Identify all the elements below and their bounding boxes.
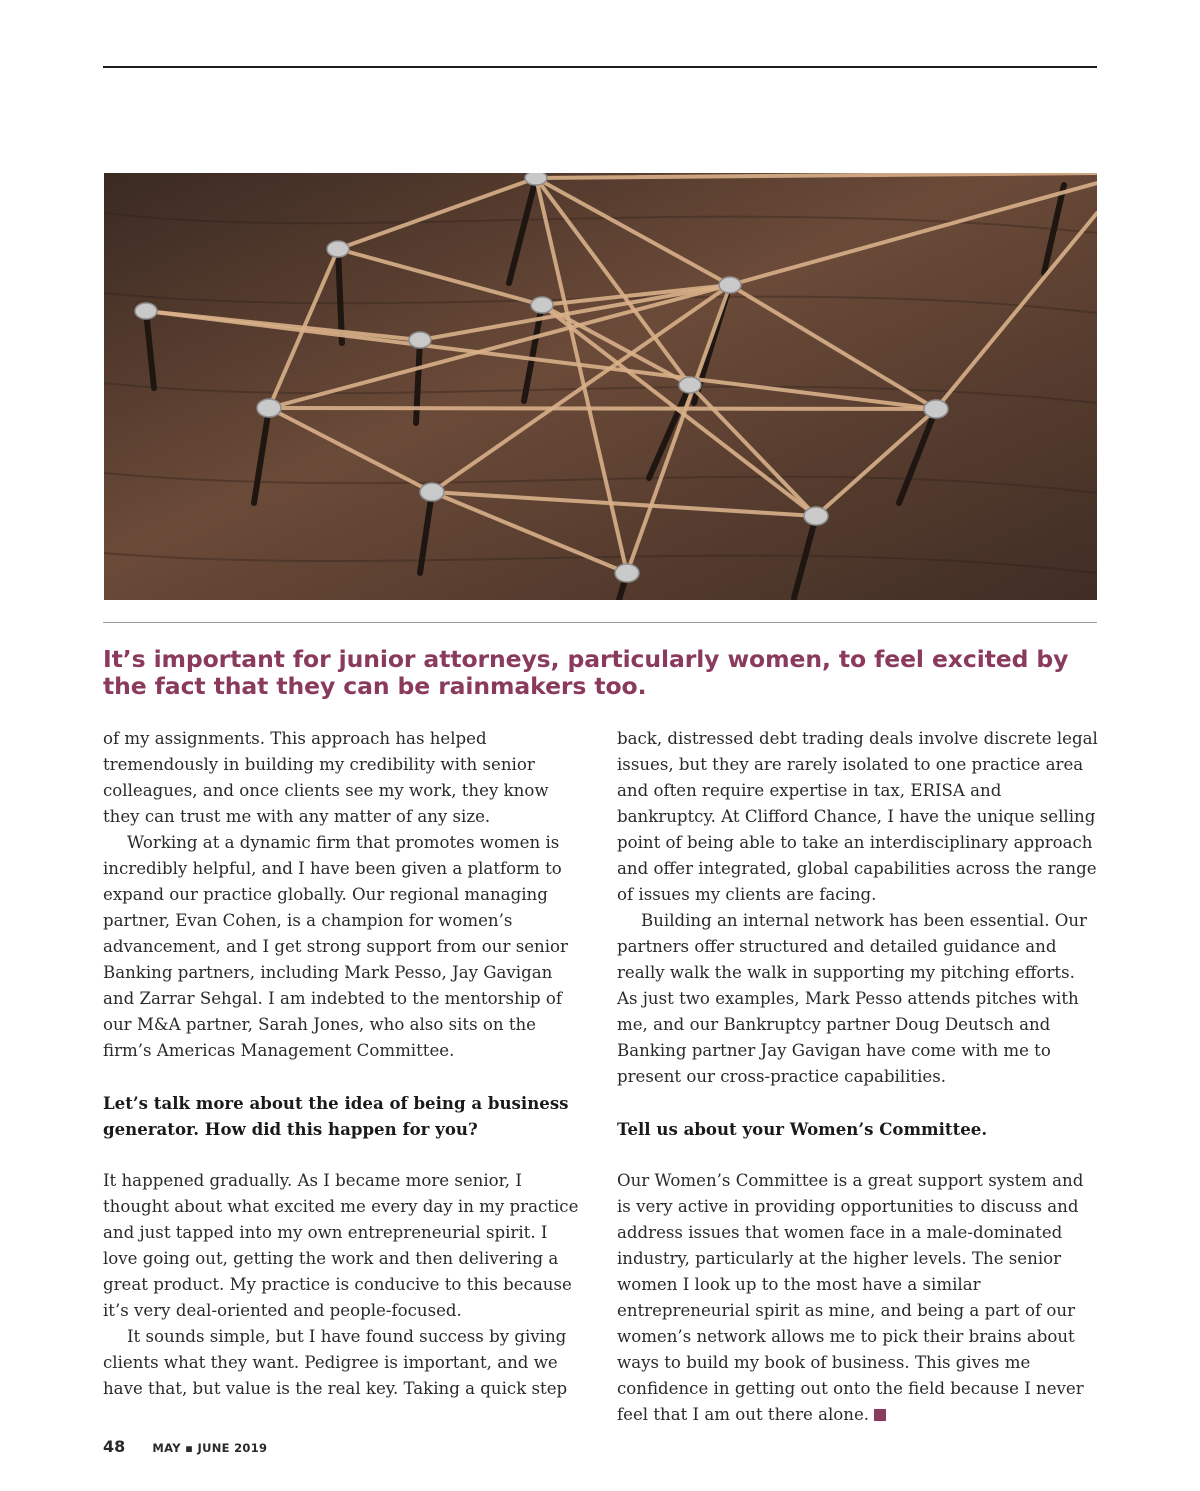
page-footer bbox=[103, 1437, 267, 1456]
body-paragraph: It happened gradually. As I became more senior, I thought about what excited me every day in my practice and just tapped into my own entrepreneurial spirit. I love going out, getting the work and then delivering a great product. My practice is conducive to this because it’s very deal-oriented and people-focused. bbox=[103, 1171, 579, 1320]
interview-question: Let’s talk more about the idea of being a business generator. How did this happen for you? bbox=[103, 1093, 569, 1139]
right-column bbox=[617, 726, 1099, 1428]
body-paragraph: Building an internal network has been essential. Our partners offer structured and detailed guidance and really walk the walk in supporting my pitching efforts. As just two examples, Mark Pesso attends pitches with me, and our Bankruptcy partner Doug Deutsch and Banking partner Jay Gavigan have come with me to present our cross-practice capabilities. bbox=[617, 911, 1087, 1086]
body-paragraph: It sounds simple, but I have found success by giving clients what they want. Pedigree is important, and we have that, but value is the real key. Taking a quick step bbox=[103, 1327, 568, 1398]
body-paragraph: Working at a dynamic firm that promotes women is incredibly helpful, and I have been given a platform to expand our practice globally. Our regional managing partner, Evan Cohen, is a champion for women’s advancement, and I get strong support from our senior Banking partners, including Mark Pesso, Jay Gavigan and Zarrar Sehgal. I am indebted to the mentorship of our M&A partner, Sarah Jones, who also sits on the firm’s Americas Management Committee. bbox=[103, 833, 568, 1060]
closing-paragraph-text: Our Women’s Committee is a great support system and is very active in providing opportunities to discuss and address issues that women face in a male-dominated industry, particularly at the higher levels. The senior women I look up to the most have a similar entrepreneurial spirit as mine, and being a part of our women’s network allows me to pick their brains about ways to build my book of business. This gives me confidence in getting out onto the field because I never feel that I am out there alone. bbox=[617, 1171, 1084, 1424]
left-column bbox=[103, 726, 585, 1402]
interview-question: Tell us about your Women’s Committee. bbox=[617, 1119, 988, 1139]
page-number: 48 bbox=[103, 1437, 126, 1456]
pull-quote: It’s important for junior attorneys, particularly women, to feel excited by the fact that they can be rainmakers too. bbox=[103, 645, 1069, 700]
body-paragraph: of my assignments. This approach has helped tremendously in building my credibility with senior colleagues, and once clients see my work, they know they can trust me with any matter of any size. bbox=[103, 729, 549, 826]
end-of-article-mark bbox=[874, 1409, 886, 1421]
body-paragraph bbox=[617, 1168, 1099, 1428]
string-network-illustration bbox=[104, 173, 1097, 600]
string-network-photo bbox=[104, 173, 1097, 600]
section-divider bbox=[103, 622, 1097, 623]
top-rule bbox=[103, 66, 1097, 68]
body-paragraph: back, distressed debt trading deals involve discrete legal issues, but they are rarely isolated to one practice area and often require expertise in tax, ERISA and bankruptcy. At Clifford Chance, I have the unique selling point of being able to take an interdisciplinary approach and offer integrated, global capabilities across the range of issues my clients are facing. bbox=[617, 729, 1098, 904]
issue-date: MAY ▪ JUNE 2019 bbox=[152, 1441, 268, 1455]
